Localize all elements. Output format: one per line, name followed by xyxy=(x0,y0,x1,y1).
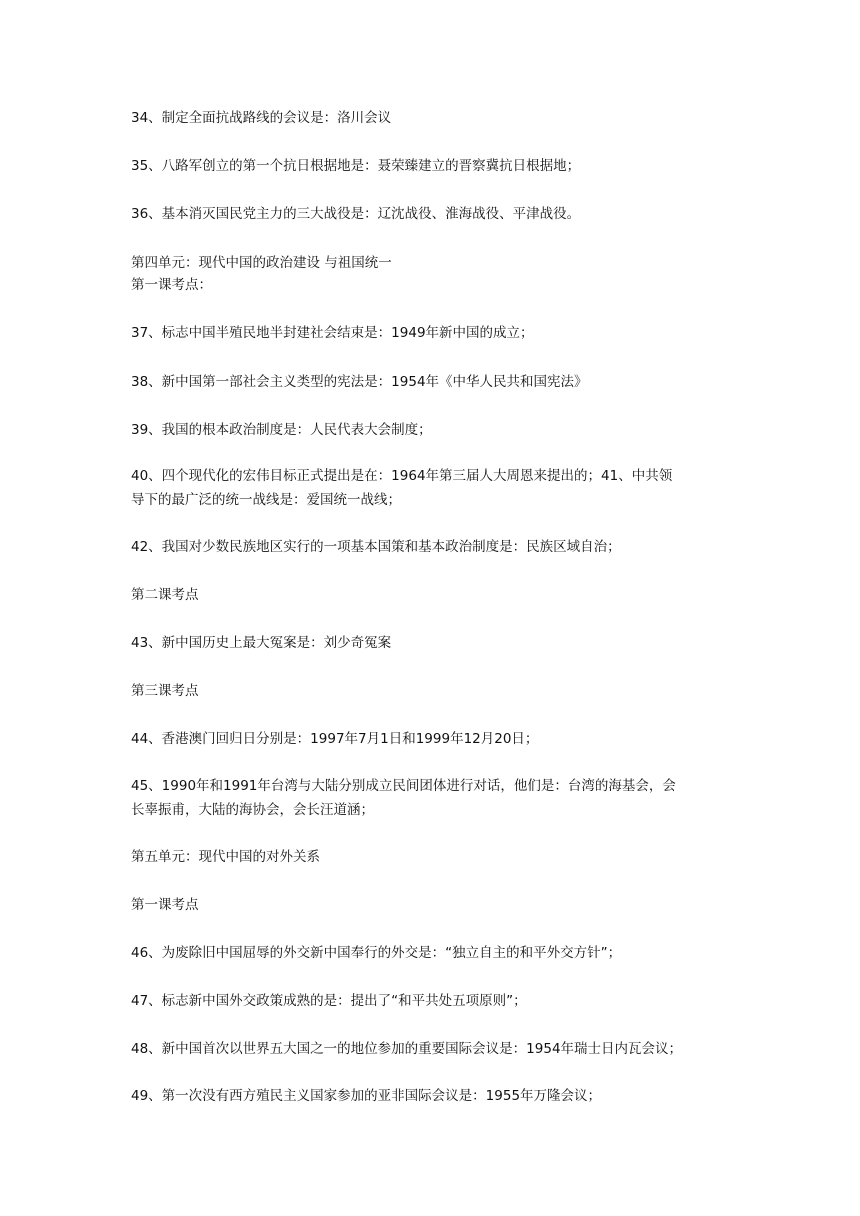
unit-5-heading: 第五单元：现代中国的对外关系 xyxy=(131,849,320,865)
item-37: 37、标志中国半殖民地半封建社会结束是：1949年新中国的成立； xyxy=(131,325,534,341)
item-36: 36、基本消灭国民党主力的三大战役是：辽沈战役、淮海战役、平津战役。 xyxy=(131,206,581,222)
item-38: 38、新中国第一部社会主义类型的宪法是：1954年《中华人民共和国宪法》 xyxy=(131,374,588,390)
item-35: 35、八路军创立的第一个抗日根据地是：聂荣臻建立的晋察冀抗日根据地； xyxy=(131,158,581,174)
item-49: 49、第一次没有西方殖民主义国家参加的亚非国际会议是：1955年万隆会议； xyxy=(131,1088,602,1104)
item-43: 43、新中国历史上最大冤案是：刘少奇冤案 xyxy=(131,635,392,651)
item-34: 34、制定全面抗战路线的会议是：洛川会议 xyxy=(131,110,392,126)
item-40-41-line-2: 导下的最广泛的统一战线是：爱国统一战线； xyxy=(131,492,401,508)
item-39: 39、我国的根本政治制度是：人民代表大会制度； xyxy=(131,422,432,438)
item-47: 47、标志新中国外交政策成熟的是：提出了“和平共处五项原则”； xyxy=(131,993,527,1009)
item-44: 44、香港澳门回归日分别是：1997年7月1日和1999年12月20日； xyxy=(131,731,539,747)
item-40-41-line-1: 40、四个现代化的宏伟目标正式提出是在：1964年第三届人大周恩来提出的；41、中共领 xyxy=(131,468,673,484)
item-48: 48、新中国首次以世界五大国之一的地位参加的重要国际会议是：1954年瑞士日内瓦会议； xyxy=(131,1041,683,1057)
unit-4-lesson-2-heading: 第二课考点 xyxy=(131,587,199,603)
item-42: 42、我国对少数民族地区实行的一项基本国策和基本政治制度是：民族区域自治； xyxy=(131,539,621,555)
unit-4-heading: 第四单元：现代中国的政治建设 与祖国统一 xyxy=(131,255,392,271)
item-46: 46、为废除旧中国屈辱的外交新中国奉行的外交是：“独立自主的和平外交方针”； xyxy=(131,945,622,961)
item-45-line-1: 45、1990年和1991年台湾与大陆分别成立民间团体进行对话，他们是：台湾的海基会，会 xyxy=(131,778,676,794)
unit-4-lesson-3-heading: 第三课考点 xyxy=(131,683,199,699)
item-45-line-2: 长辜振甫，大陆的海协会，会长汪道涵； xyxy=(131,802,374,818)
unit-5-lesson-1-heading: 第一课考点 xyxy=(131,897,199,913)
unit-4-lesson-1-heading: 第一课考点： xyxy=(131,277,212,293)
